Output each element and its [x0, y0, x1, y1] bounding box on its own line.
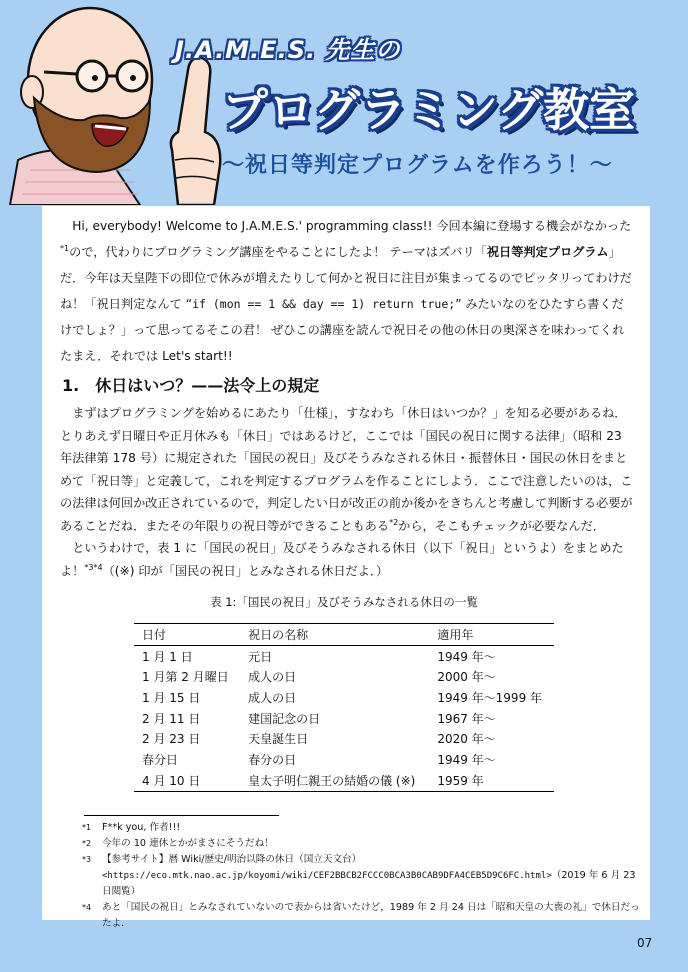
cell-name: 成人の日	[248, 690, 297, 705]
footnote-divider	[84, 815, 279, 816]
intro-text-1: Hi, everybody! Welcome to J.A.M.E.S.' programming class!! 今回本編に登場する機会がなかった	[72, 219, 632, 233]
table-row	[134, 770, 554, 791]
column-header-years: 適用年	[437, 627, 474, 642]
footnote-mark: *2	[82, 839, 92, 848]
table-row	[134, 749, 554, 770]
table-row	[134, 708, 554, 729]
series-title: J.A.M.E.S. 先生の	[175, 36, 401, 64]
code-snippet: if (mon == 1 && day == 1) return true;	[192, 297, 456, 311]
cell-years: 2020 年〜	[437, 732, 496, 747]
cell-years: 1967 年〜	[437, 711, 496, 726]
column-header-name: 祝日の名称	[248, 627, 309, 642]
cell-name: 成人の日	[248, 670, 297, 685]
footnote-ref-1[interactable]: *1	[60, 243, 70, 253]
footnote-mark: *3	[82, 855, 92, 864]
section-heading: 1. 休日はいつ？——法令上の規定	[62, 376, 320, 395]
footnote-item	[82, 900, 642, 932]
cell-years: 2000 年〜	[437, 670, 496, 685]
section-text-1a: まずはプログラミングを始めるにあたり「仕様」，すなわち「休日はいつか？」を知る必要があるね．とりあえず日曜日や正月休みも「休日」ではあるけど，ここでは「国民の祝日に関する法律」（昭和 23 年法律第 178 号）に規定された「国民の祝日」及びそうみなされる休日・振替休日・国民の休日をまとめて「祝日等」と定義して，これを判定するプログラムを作ることにしよう．ここで注意したいのは，この法律は何回か改正されているので，判定したい日が改正の前か後かをきちんと考慮して判断する必要があることだね．またその年限りの祝日等ができることもある	[60, 406, 633, 533]
cell-date: 1 月 1 日	[142, 649, 193, 664]
table-row	[134, 728, 554, 749]
footnote-text-after: （2019 年 6 月 23 日閲覧）	[102, 870, 636, 897]
table-row	[134, 666, 554, 687]
section-text-2a: というわけで，表 1 に「国民の祝日」及びそうみなされる休日（以下「祝日」というよ）をまとめたよ！	[60, 541, 624, 578]
section-text-2b: （(※) 印が「国民の祝日」とみなされる休日だよ．）	[102, 563, 389, 578]
reference-url-link[interactable]: <https://eco.mtk.nao.ac.jp/koyomi/wiki/CEF2BBCB2FCCC0BCA3B0CAB9DFA4CEB5D9C6FC.html>	[102, 871, 552, 881]
cell-name: 元日	[248, 649, 273, 664]
intro-bold-theme: 祝日等判定プログラム	[486, 245, 609, 259]
table-header-row	[134, 624, 554, 646]
footnote-mark: *1	[82, 823, 92, 832]
cell-years: 1949 年〜	[437, 752, 496, 767]
cell-name: 皇太子明仁親王の結婚の儀 (※)	[248, 773, 416, 788]
subtitle: 〜祝日等判定プログラムを作ろう！〜	[222, 153, 613, 178]
cell-date: 1 月第 2 月曜日	[142, 670, 229, 685]
column-header-date: 日付	[142, 627, 167, 642]
cell-name: 春分の日	[248, 752, 297, 767]
cell-years: 1949 年〜	[437, 649, 496, 664]
cell-years: 1959 年	[437, 773, 484, 788]
footnote-ref-2[interactable]: *2	[389, 517, 399, 527]
footnote-text: F**k you, 作者!!!	[102, 822, 181, 833]
footnote-item	[82, 820, 642, 836]
section-text-1b: から，そこもチェックが必要なんだ．	[398, 518, 605, 533]
footnote-text: あと「国民の祝日」とみなされていないので表からは省いたけど，1989 年 2 月 24 日は「昭和天皇の大喪の礼」で休日だったよ．	[102, 902, 640, 929]
section-paragraph-2	[60, 537, 634, 582]
cell-date: 春分日	[142, 752, 179, 767]
main-title: プログラミング教室	[222, 83, 636, 137]
cell-years: 1949 年〜1999 年	[437, 690, 543, 705]
table-row	[134, 687, 554, 708]
header	[0, 0, 688, 205]
footnote-text: 【参考サイト】暦 Wiki/歴史/明治以降の休日（国立天文台）	[102, 854, 362, 865]
intro-paragraph	[60, 213, 634, 369]
footnote-item	[82, 836, 642, 852]
table-caption: 表 1:「国民の祝日」及びそうみなされる休日の一覧	[210, 595, 478, 609]
intro-text-4: ” みたいなのをひたすら書くだけでしょ？」って思ってるそこの君！ ぜひこの講座を読んで祝日その他の休日の奥深さを味わってくれたまえ．それでは Let's start!!	[60, 297, 625, 363]
footnote-ref-3-4[interactable]: *3*4	[84, 562, 103, 572]
footnote-item	[82, 852, 642, 900]
page-number: 07	[637, 936, 653, 950]
intro-text-3: 」だ．今年は天皇陛下の即位で休みが増えたりして何かと祝日に注目が集まってるのでピッタリってわけだね！「祝日判定なんて “	[60, 245, 632, 311]
cell-date: 2 月 23 日	[142, 732, 201, 747]
cell-name: 建国記念の日	[248, 711, 321, 726]
intro-text-2: ので，代わりにプログラミング講座をやることにしたよ！ テーマはズバリ「	[69, 245, 487, 259]
cell-date: 1 月 15 日	[142, 690, 201, 705]
footnotes	[82, 820, 642, 932]
cell-date: 2 月 11 日	[142, 711, 201, 726]
footnote-text: 今年の 10 連休とかがまさにそうだね！	[102, 838, 274, 849]
cell-name: 天皇誕生日	[248, 732, 309, 747]
cell-date: 4 月 10 日	[142, 773, 201, 788]
section-paragraph-1	[60, 402, 634, 537]
section-body	[60, 402, 634, 582]
table-row	[134, 645, 554, 666]
footnote-mark: *4	[82, 903, 92, 912]
holiday-table	[134, 623, 554, 792]
